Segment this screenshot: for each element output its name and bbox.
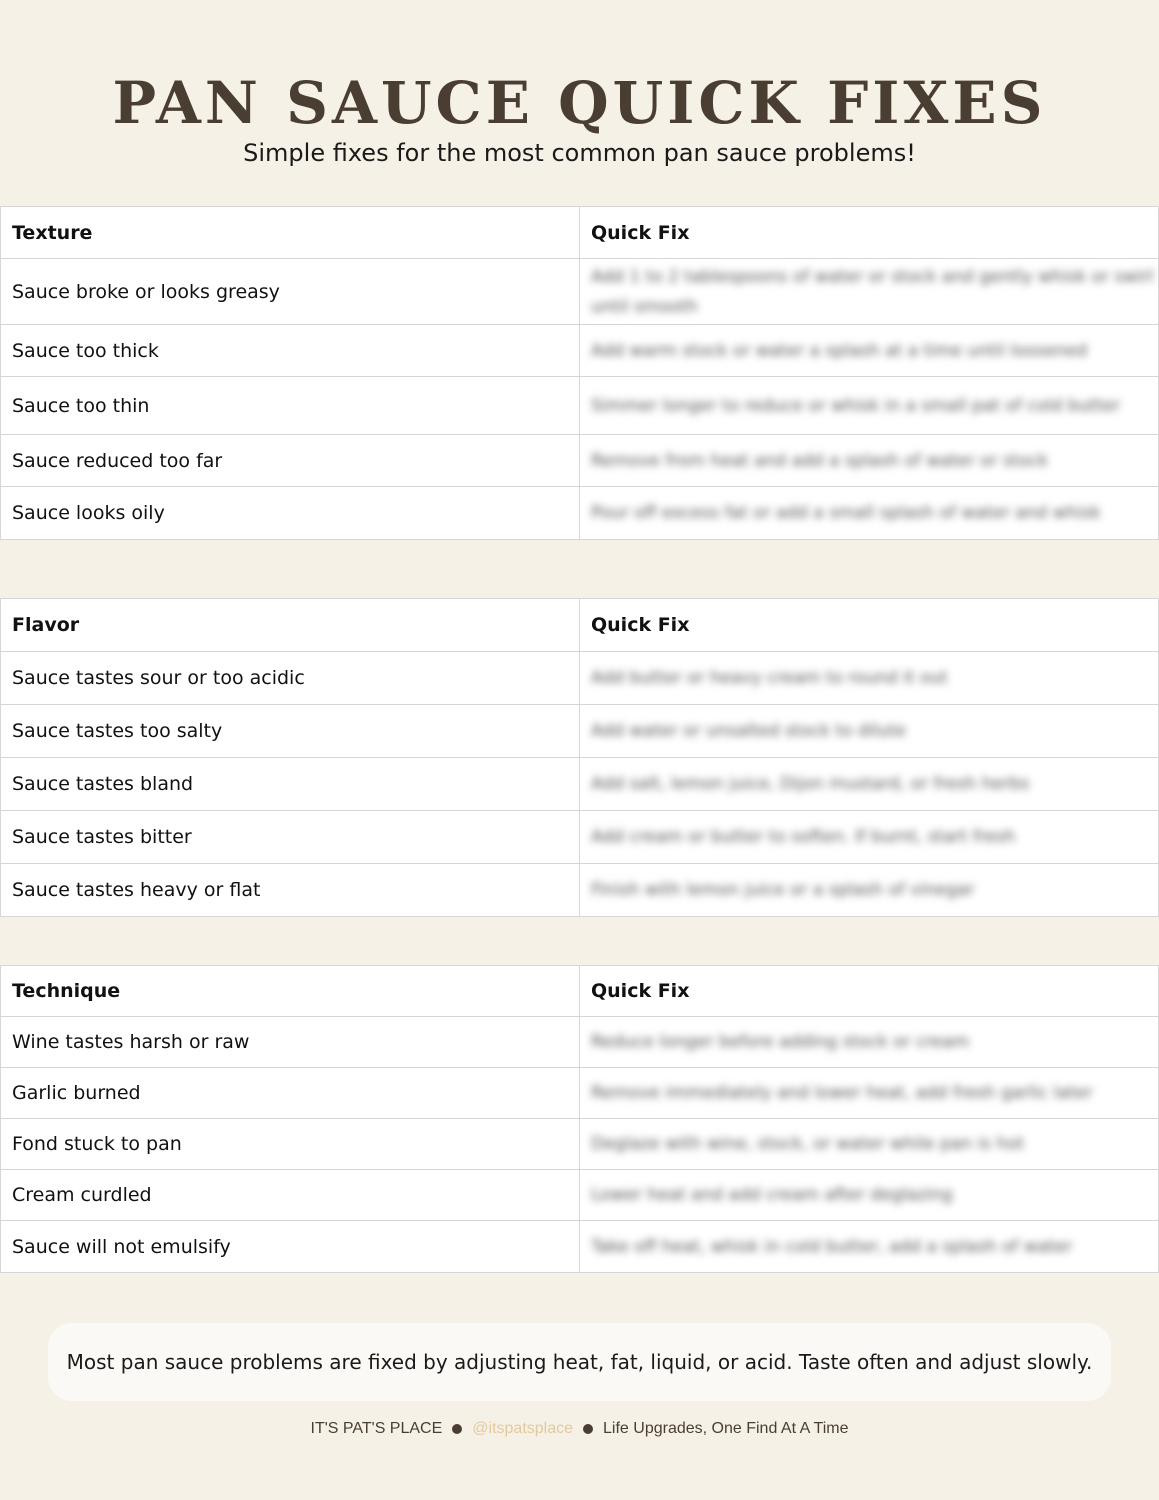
fix-text: Deglaze with wine, stock, or water while pan is hot bbox=[591, 1134, 1025, 1154]
table-row bbox=[1, 1221, 1158, 1272]
fix-text: Lower heat and add cream after deglazing bbox=[591, 1185, 953, 1205]
fix-text: Add butter or heavy cream to round it out bbox=[591, 668, 948, 688]
problem-cell: Sauce broke or looks greasy bbox=[1, 259, 580, 324]
technique-table bbox=[0, 965, 1159, 1273]
page-title: PAN SAUCE QUICK FIXES bbox=[112, 69, 1047, 137]
table-header-row bbox=[1, 599, 1158, 652]
fix-text: Add 1 to 2 tablespoons of water or stock and gently whisk or swirl until smooth bbox=[591, 266, 1154, 317]
category-header: Texture bbox=[1, 207, 580, 258]
fix-text: Remove from heat and add a splash of water or stock bbox=[591, 450, 1049, 471]
texture-table bbox=[0, 206, 1159, 540]
fix-cell bbox=[580, 1170, 1158, 1220]
fix-text: Add salt, lemon juice, Dijon mustard, or fresh herbs bbox=[591, 774, 1030, 794]
table-row bbox=[1, 1119, 1158, 1170]
bullet-dot-icon bbox=[452, 1424, 462, 1434]
problem-cell: Sauce tastes too salty bbox=[1, 705, 580, 757]
fix-cell bbox=[580, 1221, 1158, 1272]
table-row bbox=[1, 652, 1158, 705]
fix-cell bbox=[580, 377, 1158, 434]
problem-cell: Wine tastes harsh or raw bbox=[1, 1017, 580, 1067]
fix-text: Pour off excess fat or add a small splash of water and whisk bbox=[591, 503, 1101, 523]
fix-text: Simmer longer to reduce or whisk in a small pat of cold butter bbox=[591, 395, 1121, 416]
table-row bbox=[1, 377, 1158, 435]
category-header: Flavor bbox=[1, 599, 580, 651]
quick-fix-header: Quick Fix bbox=[591, 980, 690, 1002]
problem-cell: Sauce too thin bbox=[1, 377, 580, 434]
table-header-row bbox=[1, 966, 1158, 1017]
fix-text: Remove immediately and lower heat, add fresh garlic later bbox=[591, 1083, 1093, 1103]
fix-cell bbox=[580, 1068, 1158, 1118]
flavor-table bbox=[0, 598, 1159, 917]
fix-text: Take off heat, whisk in cold butter, add a splash of water bbox=[591, 1236, 1073, 1257]
table-row bbox=[1, 811, 1158, 864]
problem-cell: Sauce tastes sour or too acidic bbox=[1, 652, 580, 704]
problem-cell: Sauce tastes bitter bbox=[1, 811, 580, 863]
fix-text: Reduce longer before adding stock or cream bbox=[591, 1032, 970, 1052]
footer-brand: IT'S PAT'S PLACE bbox=[310, 1420, 443, 1437]
footer-handle-link[interactable]: @itspatsplace bbox=[472, 1420, 574, 1437]
problem-cell: Sauce will not emulsify bbox=[1, 1221, 580, 1272]
table-row bbox=[1, 259, 1158, 325]
fix-text: Add water or unsalted stock to dilute bbox=[591, 721, 906, 741]
table-row bbox=[1, 864, 1158, 916]
fix-cell bbox=[580, 811, 1158, 863]
table-row bbox=[1, 705, 1158, 758]
fix-cell bbox=[580, 435, 1158, 486]
quick-fix-header: Quick Fix bbox=[591, 221, 690, 244]
problem-cell: Cream curdled bbox=[1, 1170, 580, 1220]
fix-cell bbox=[580, 325, 1158, 376]
table-row bbox=[1, 758, 1158, 811]
quick-fix-header: Quick Fix bbox=[591, 614, 690, 636]
fix-text: Add cream or butter to soften. If burnt, start fresh bbox=[591, 827, 1016, 847]
table-row bbox=[1, 487, 1158, 539]
summary-note-text: Most pan sauce problems are fixed by adjusting heat, fat, liquid, or acid. Taste often and adjust slowly. bbox=[66, 1350, 1093, 1374]
fix-text: Finish with lemon juice or a splash of vinegar bbox=[591, 880, 975, 900]
fix-cell bbox=[580, 864, 1158, 916]
problem-cell: Sauce tastes heavy or flat bbox=[1, 864, 580, 916]
problem-cell: Garlic burned bbox=[1, 1068, 580, 1118]
bullet-dot-icon bbox=[583, 1424, 593, 1434]
fix-text: Add warm stock or water a splash at a time until loosened bbox=[591, 340, 1088, 361]
fix-cell bbox=[580, 259, 1158, 324]
table-row bbox=[1, 1068, 1158, 1119]
table-row bbox=[1, 1170, 1158, 1221]
fix-cell bbox=[580, 705, 1158, 757]
fix-cell bbox=[580, 652, 1158, 704]
table-row bbox=[1, 1017, 1158, 1068]
table-header-row bbox=[1, 207, 1158, 259]
problem-cell: Sauce reduced too far bbox=[1, 435, 580, 486]
table-row bbox=[1, 325, 1158, 377]
fix-cell bbox=[580, 1119, 1158, 1169]
footer-tagline: Life Upgrades, One Find At A Time bbox=[603, 1420, 849, 1437]
footer bbox=[0, 1420, 1159, 1438]
page-subtitle: Simple fixes for the most common pan sauce problems! bbox=[243, 139, 916, 167]
problem-cell: Sauce looks oily bbox=[1, 487, 580, 539]
fix-cell bbox=[580, 758, 1158, 810]
problem-cell: Sauce tastes bland bbox=[1, 758, 580, 810]
problem-cell: Sauce too thick bbox=[1, 325, 580, 376]
category-header: Technique bbox=[1, 966, 580, 1016]
fix-cell bbox=[580, 487, 1158, 539]
table-row bbox=[1, 435, 1158, 487]
fix-cell bbox=[580, 1017, 1158, 1067]
summary-note bbox=[48, 1323, 1111, 1401]
problem-cell: Fond stuck to pan bbox=[1, 1119, 580, 1169]
